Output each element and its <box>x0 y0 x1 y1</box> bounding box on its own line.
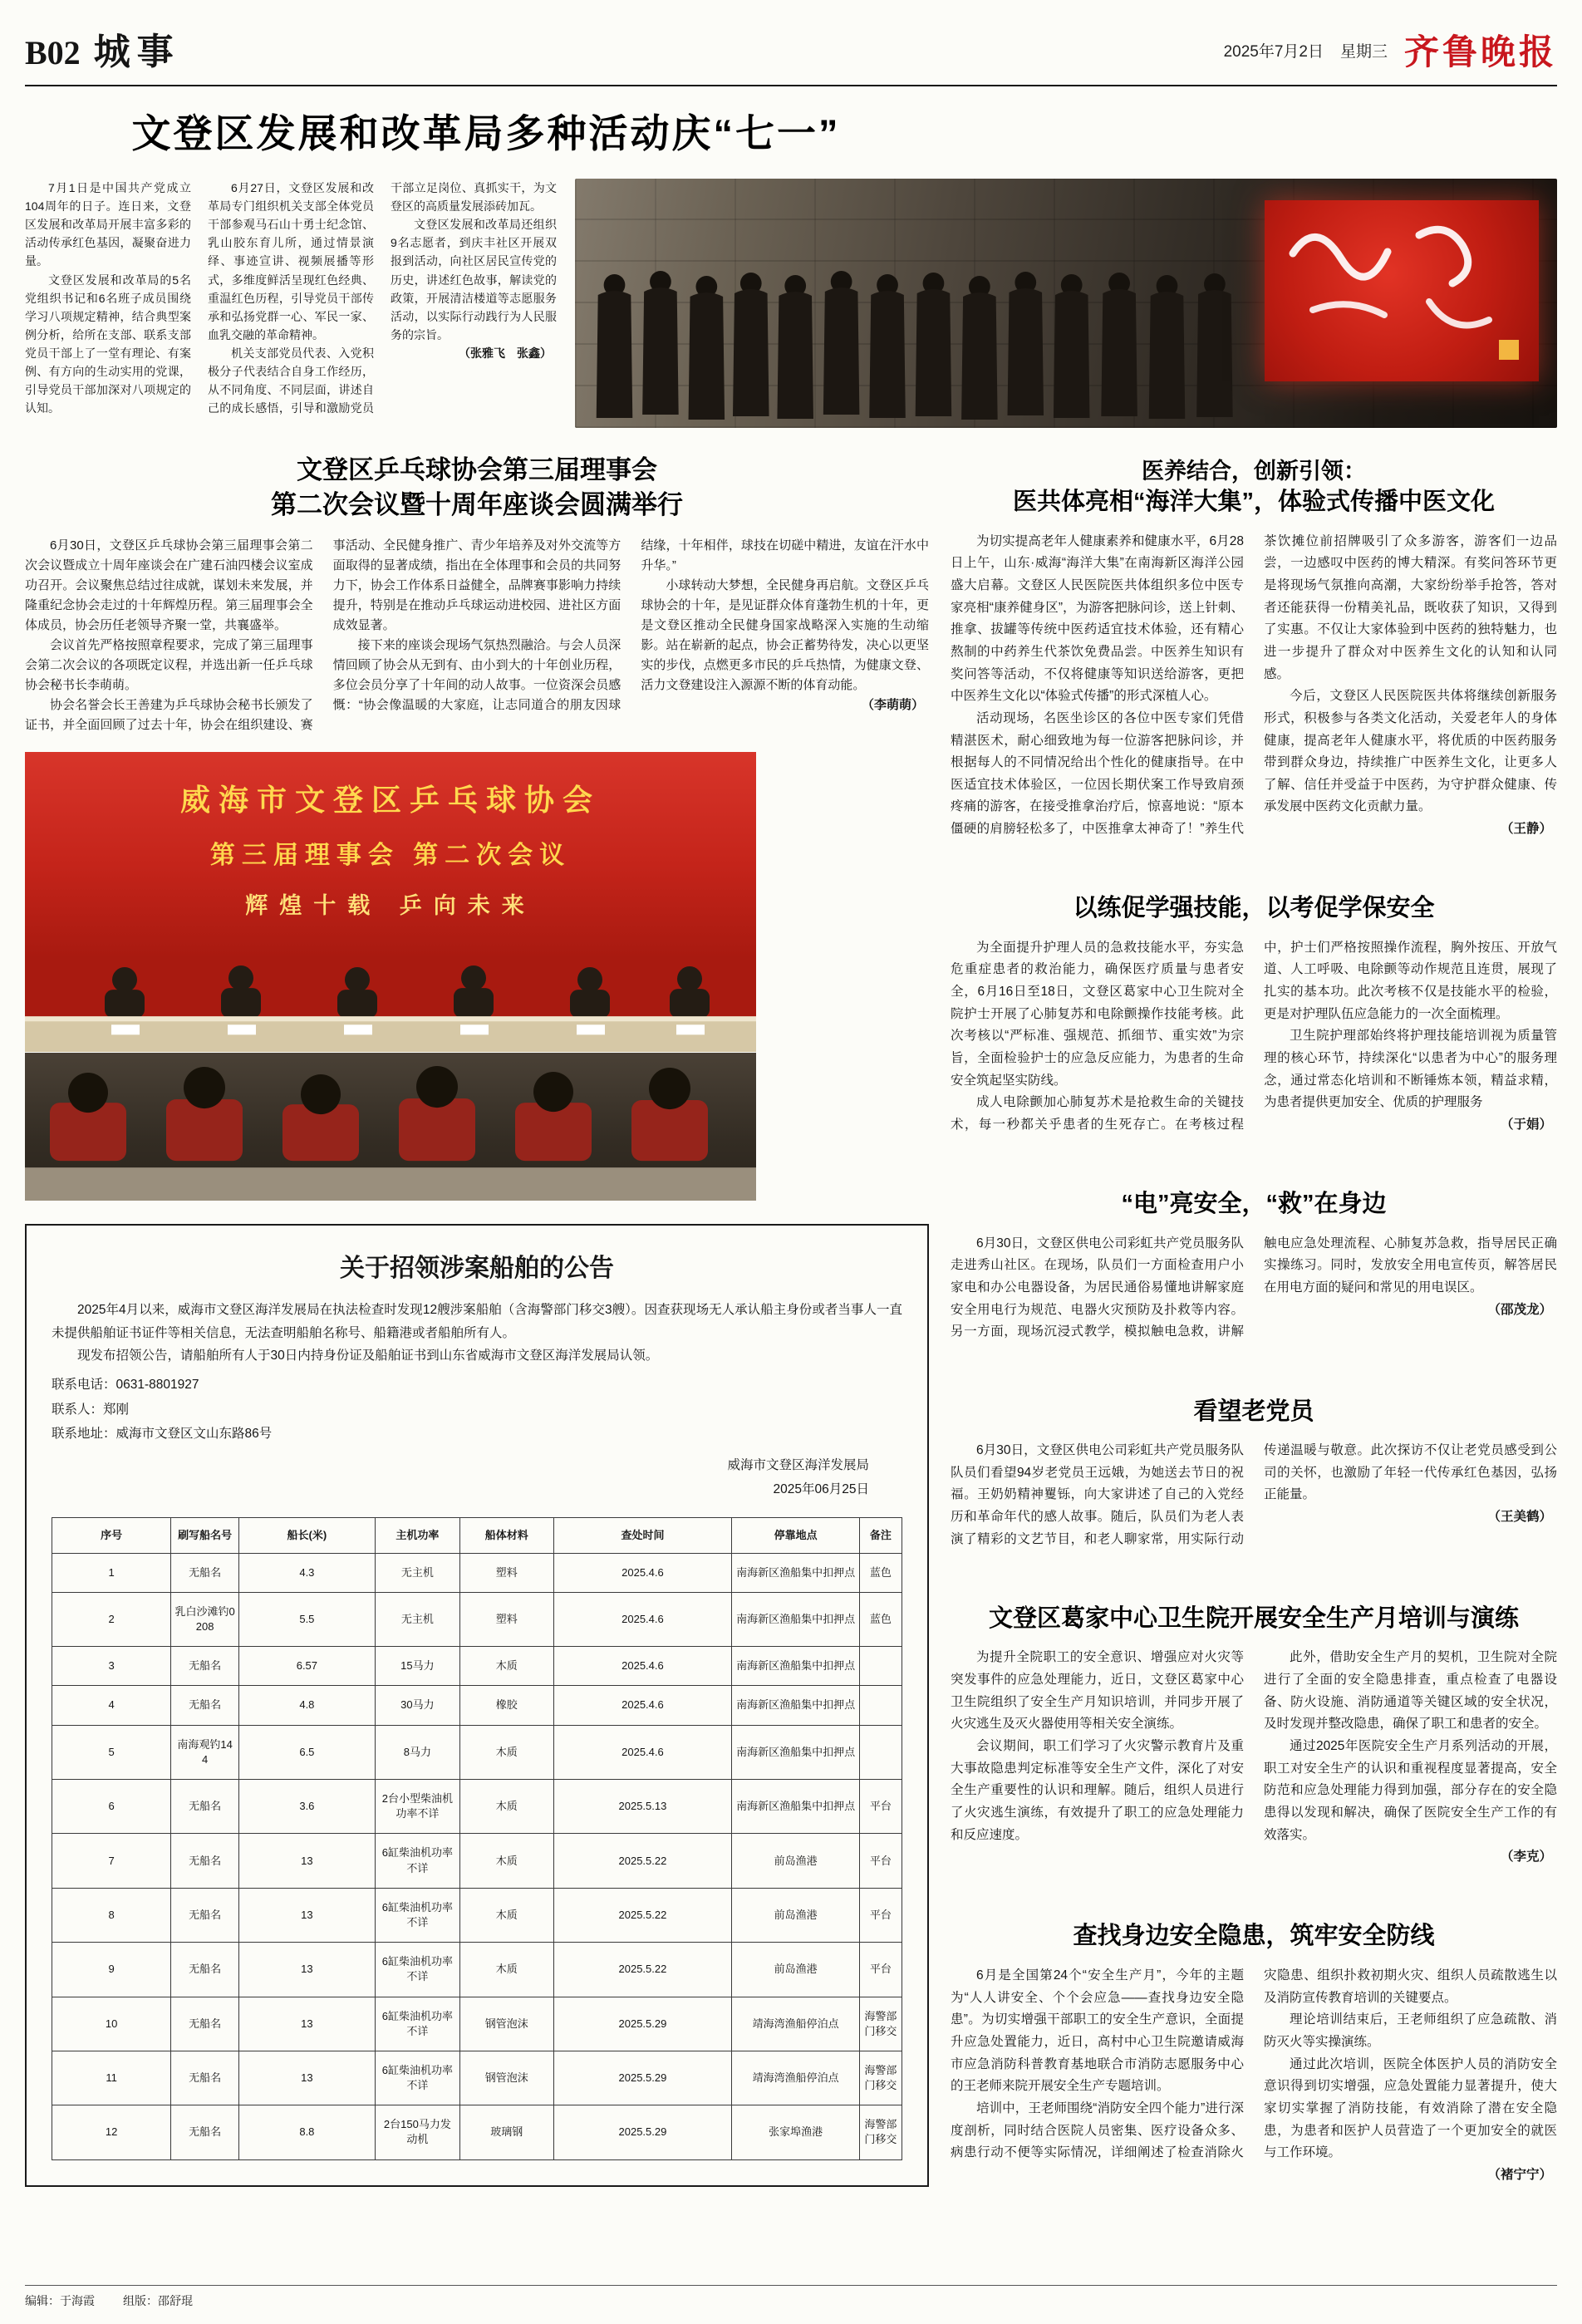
tt-headline-line1: 文登区乒乓球协会第三届理事会 <box>297 455 657 484</box>
table-header-cell: 刷写船名号 <box>171 1517 239 1553</box>
paragraph: 通过2025年医院安全生产月系列活动的开展，职工对安全生产的认识和重视程度显著提高，安全防范和应急处理能力得到加强，部分存在的安全隐患得以发现和解决，确保了医院安全生产工作的有效落实。 <box>1264 1739 1557 1842</box>
cell-location: 南海新区渔船集中扣押点 <box>732 1647 859 1686</box>
cell-boat-name: 无船名 <box>171 2105 239 2159</box>
table-header-cell: 船长(米) <box>239 1517 376 1553</box>
paragraph: 6月27日，文登区发展和改革局专门组织机关支部全体党员干部参观马石山十勇士纪念馆、乳山胶东育儿所，通过情景演绎、事迹宣讲、视频展播等形式，多维度鲜活呈现红色经典、重温红色历程，引导党员干部传承和弘扬党群一心、军民一家、血乳交融的革命精神。 <box>208 181 374 341</box>
cell-remark: 平台 <box>859 1943 902 1997</box>
cell-engine: 无主机 <box>375 1553 459 1592</box>
cell-material: 木质 <box>460 1780 554 1834</box>
cell-engine: 6缸柴油机功率不详 <box>375 1888 459 1942</box>
cell-remark <box>859 1686 902 1725</box>
section-title: 城事 <box>93 32 180 72</box>
table-row <box>52 1834 902 1888</box>
cell-remark: 海警部门移交 <box>859 2105 902 2159</box>
article-nurse-assessment <box>951 892 1557 1137</box>
table-header-cell: 序号 <box>52 1517 171 1553</box>
cell-date: 2025.5.22 <box>553 1888 732 1942</box>
cell-seq: 7 <box>52 1834 171 1888</box>
safety-month-byline: （李克） <box>1500 1850 1552 1865</box>
paragraph: 此外，借助安全生产月的契机，卫生院对全院进行了全面的安全隐患排查，重点检查了电器设备、防火设施、消防通道等关键区域的安全状况，及时发现并整改隐患，确保了职工和患者的安全。 <box>1264 1650 1557 1732</box>
cell-material: 橡胶 <box>460 1686 554 1725</box>
cell-engine: 6缸柴油机功率不详 <box>375 1834 459 1888</box>
seated-panel-silhouettes <box>25 958 756 1052</box>
electric-byline: （邵茂龙） <box>1487 1302 1552 1317</box>
cell-seq: 2 <box>52 1592 171 1646</box>
nurse-headline: 以练促学强技能，以考促学保安全 <box>1073 895 1435 922</box>
tt-body <box>25 536 929 735</box>
cell-seq: 12 <box>52 2105 171 2159</box>
paragraph: 会议首先严格按照章程要求，完成了第三届理事会第二次会议的各项既定议程，并选出新一任乒乓球协会秘书长李萌萌。 <box>25 637 313 692</box>
cell-boat-name: 无船名 <box>171 1888 239 1942</box>
cell-date: 2025.4.6 <box>553 1725 732 1779</box>
top-story-row <box>25 179 1557 428</box>
notice-issuer: 威海市文登区海洋发展局 <box>727 1457 869 1472</box>
cell-material: 木质 <box>460 1943 554 1997</box>
cell-length: 6.5 <box>239 1725 376 1779</box>
table-row <box>52 1592 902 1646</box>
paragraph: 6月是全国第24个“安全生产月”，今年的主题为“人人讲安全、个个会应急——查找身边安全隐患”。为切实增强干部职工的安全生产意识，全面提升应急处置能力，近日，高村中心卫生院邀请威海市应急消防科普教育基地联合市消防志愿服务中心的王老师来院开展安全生产专题培训。 <box>951 1968 1244 2094</box>
cell-material: 钢管泡沫 <box>460 1997 554 2051</box>
notice-contacts <box>52 1373 902 1446</box>
cell-material: 木质 <box>460 1647 554 1686</box>
tcm-byline: （王静） <box>1500 822 1552 837</box>
article-visit-party-member <box>951 1395 1557 1551</box>
cell-engine: 6缸柴油机功率不详 <box>375 1997 459 2051</box>
cell-material: 木质 <box>460 1834 554 1888</box>
cell-seq: 11 <box>52 2051 171 2105</box>
cell-material: 木质 <box>460 1725 554 1779</box>
banner-text-line2: 第三届理事会 第二次会议 <box>209 841 572 869</box>
cell-date: 2025.5.22 <box>553 1943 732 1997</box>
audience-silhouettes <box>25 1053 756 1201</box>
cell-engine: 8马力 <box>375 1725 459 1779</box>
top-story-photo <box>575 179 1557 428</box>
cell-date: 2025.5.13 <box>553 1780 732 1834</box>
cell-boat-name: 乳白沙滩钓0208 <box>171 1592 239 1646</box>
article-tcm-market <box>951 453 1557 841</box>
cell-boat-name: 无船名 <box>171 1780 239 1834</box>
cell-date: 2025.4.6 <box>553 1686 732 1725</box>
paragraph: 文登区发展和改革局还组织9名志愿者，到庆丰社区开展双报到活动，向社区居民宣传党的历史，讲述红色故事，解读党的政策，开展清洁楼道等志愿服务活动，以实际行动践行为人民服务的宗旨。 <box>391 218 557 341</box>
paragraph: 文登区发展和改革局的5名党组织书记和6名班子成员围绕学习八项规定精神，结合典型案例分析，给所在支部、联系支部党员干部上了一堂有理论、有案例、有方向的生动实用的党课，引导党员干部加深对八项规定的认知。 <box>25 273 191 415</box>
main-content-row <box>25 453 1557 2187</box>
paragraph: 为全面提升护理人员的急救技能水平，夯实急危重症患者的救治能力，确保医疗质量与患者安全，6月16日至18日，文登区葛家中心卫生院对全院护士开展了心肺复苏和电除颤操作技能考核。此次考核以“严标准、强规范、抓细节、重实效”为宗旨，全面检验护士的应急反应能力，为患者的生命安全筑起坚实防线。 <box>951 940 1244 1088</box>
paragraph: 卫生院护理部始终将护理技能培训视为质量管理的核心环节，持续深化“以患者为中心”的服务理念，通过常态化培训和不断锤炼本领，精益求精，为患者提供更加安全、优质的护理服务 <box>1264 1029 1557 1110</box>
cell-remark: 蓝色 <box>859 1553 902 1592</box>
seized-boats-table <box>52 1517 902 2160</box>
table-header-cell: 备注 <box>859 1517 902 1553</box>
cell-remark: 海警部门移交 <box>859 1997 902 2051</box>
table-row <box>52 1553 902 1592</box>
cell-engine: 30马力 <box>375 1686 459 1725</box>
top-story-body <box>25 179 557 428</box>
cell-remark <box>859 1647 902 1686</box>
cell-location: 南海新区渔船集中扣押点 <box>732 1592 859 1646</box>
cell-material: 塑料 <box>460 1553 554 1592</box>
cell-seq: 8 <box>52 1888 171 1942</box>
cell-location: 南海新区渔船集中扣押点 <box>732 1553 859 1592</box>
cell-boat-name: 无船名 <box>171 2051 239 2105</box>
table-row <box>52 2051 902 2105</box>
footer-editor: 编辑：于海霞 <box>25 2294 95 2307</box>
hazards-byline: （褚宁宁） <box>1487 2167 1552 2182</box>
paragraph: 接下来的座谈会现场气氛热烈融洽。与会人员深情回顾了协会从无到有、由小到大的十年创业历程，多位会员分享了十年间的动人故事。一位资深会员感慨：“协会像温暖的大家庭，让志同道合的朋友因球结缘，十年相伴，球技在切磋中精进，友谊在汗水中升华。” <box>332 538 929 712</box>
paragraph: 6月30日，文登区供电公司彩虹共产党员服务队走进秀山社区。在现场，队员们一方面检查用户小家电和办公电器设备，为居民通俗易懂地讲解家庭安全用电行为规范、电器火灾预防及扑救等内容。另一方面，现场沉浸式教学，模拟触电急救，讲解触电应急处理流程、心肺复苏急救，指导居民正确实操练习。同时，发放安全用电宣传页，解答居民在用电方面的疑问和常见的用电误区。 <box>951 1236 1557 1339</box>
masthead-right <box>1224 25 1557 75</box>
safety-month-body <box>951 1647 1557 1869</box>
paragraph: 今后，文登区人民医院医共体将继续创新服务形式，积极参与各类文化活动，关爱老年人的身体健康，提高老年人健康水平，将优质的中医药服务带到群众身边，持续推广中医养生文化，让更多人了解、信任并受益于中医药，为守护群众健康、传承发展中医药文化贡献力量。 <box>1264 689 1557 814</box>
tt-headline-line2: 第二次会议暨十周年座谈会圆满举行 <box>271 489 683 519</box>
cell-length: 13 <box>239 1834 376 1888</box>
masthead-divider <box>25 85 1557 86</box>
cell-boat-name: 无船名 <box>171 1943 239 1997</box>
cell-engine: 2台小型柴油机功率不详 <box>375 1780 459 1834</box>
table-row <box>52 1888 902 1942</box>
table-row <box>52 1780 902 1834</box>
page-footer <box>25 2285 1557 2309</box>
cell-engine: 6缸柴油机功率不详 <box>375 1943 459 1997</box>
banner-text-line3: 辉煌十载 乒向未来 <box>245 892 536 918</box>
cell-seq: 9 <box>52 1943 171 1997</box>
people-silhouettes <box>575 233 1282 428</box>
hazards-body <box>951 1965 1557 2187</box>
cell-seq: 1 <box>52 1553 171 1592</box>
tt-meeting-photo <box>25 752 756 1201</box>
cell-remark: 蓝色 <box>859 1592 902 1646</box>
paragraph: 7月1日是中国共产党成立104周年的日子。连日来，文登区发展和改革局开展丰富多彩的活动传承红色基因，凝聚奋进力量。 <box>25 181 191 268</box>
paragraph: 培训中，王老师围绕“消防安全四个能力”进行深度剖析，同时结合医院人员密集、医疗设备众多、病患行动不便等实际情况，详细阐述了检查消除火灾隐患、组织扑救初期火灾、组织人员疏散逃生以及消防宣传教育培训的关键要点。 <box>951 1968 1557 2160</box>
notice-issue-date: 2025年06月25日 <box>773 1482 869 1497</box>
cell-seq: 10 <box>52 1997 171 2051</box>
paragraph: 成人电除颤加心肺复苏术是抢救生命的关键技术，每一秒都关乎患者的生死存亡。在考核过程中，护士们严格按照操作流程，胸外按压、开放气道、人工呼吸、电除颤等动作规范且连贯，展现了扎实的基本功。此次考核不仅是技能水平的检验，更是对护理队伍应急能力的一次全面梳理。 <box>951 940 1557 1133</box>
paragraph: 活动现场，名医坐诊区的各位中医专家们凭借精湛医术，耐心细致地为每一位游客把脉问诊，并根据每人的不同情况给出个性化的健康指导。在中医适宜技术体验区，一位因长期伏案工作导致肩颈疼痛的游客，在接受推拿治疗后，惊喜地说：“原本僵硬的肩膀轻松多了，中医推拿太神奇了！”养生代茶饮摊位前招牌吸引了众多游客，游客们一边品尝，一边感叹中医药的博大精深。有奖问答环节更是将现场气氛推向高潮，大家纷纷举手抢答，答对者还能获得一份精美礼品，既收获了知识，又得到了实惠。不仅让大家体验到中医药的独特魅力，也进一步提升了群众对中医养生文化的认知和认同感。 <box>951 533 1557 837</box>
red-stage-backdrop <box>25 752 756 958</box>
electric-headline: “电”亮安全，“救”在身边 <box>1121 1191 1387 1218</box>
audience-zone <box>25 1053 756 1201</box>
top-story-headline: 文登区发展和改革局多种活动庆“七一” <box>131 111 841 155</box>
cell-boat-name: 无船名 <box>171 1686 239 1725</box>
cell-location: 前岛渔港 <box>732 1888 859 1942</box>
cell-location: 南海新区渔船集中扣押点 <box>732 1780 859 1834</box>
cell-engine: 无主机 <box>375 1592 459 1646</box>
cell-material: 钢管泡沫 <box>460 2051 554 2105</box>
article-hidden-hazards <box>951 1919 1557 2186</box>
cell-remark: 平台 <box>859 1780 902 1834</box>
cell-boat-name: 无船名 <box>171 1997 239 2051</box>
tcm-headline-kicker: 医养结合，创新引领： <box>1142 459 1366 484</box>
cell-length: 4.8 <box>239 1686 376 1725</box>
cell-remark <box>859 1725 902 1779</box>
cell-location: 南海新区渔船集中扣押点 <box>732 1686 859 1725</box>
cell-length: 13 <box>239 1943 376 1997</box>
table-body <box>52 1553 902 2159</box>
cell-length: 13 <box>239 2051 376 2105</box>
red-led-screen <box>1265 200 1539 381</box>
notice-box <box>25 1224 929 2187</box>
paragraph: 理论培训结束后，王老师组织了应急疏散、消防灭火等实操演练。 <box>1264 2012 1557 2050</box>
paragraph: 现发布招领公告，请船舶所有人于30日内持身份证及船舶证书到山东省威海市文登区海洋发展局认领。 <box>77 1349 659 1363</box>
cell-location: 南海新区渔船集中扣押点 <box>732 1725 859 1779</box>
table-header-cell: 船体材料 <box>460 1517 554 1553</box>
visit-body <box>951 1440 1557 1550</box>
cell-date: 2025.5.29 <box>553 1997 732 2051</box>
cell-engine: 2台150马力发动机 <box>375 2105 459 2159</box>
article-electric-safety <box>951 1187 1557 1344</box>
banner-text-line1: 威海市文登区乒乓球协会 <box>179 782 601 817</box>
table-row <box>52 2105 902 2159</box>
cell-location: 张家埠渔港 <box>732 2105 859 2159</box>
cell-location: 前岛渔港 <box>732 1943 859 1997</box>
safety-month-headline: 文登区葛家中心卫生院开展安全生产月培训与演练 <box>988 1604 1519 1632</box>
paragraph: 通过此次培训，医院全体医护人员的消防安全意识得到切实增强，应急处置能力显著提升，使大家切实掌握了消防技能，有效消除了潜在安全隐患，为患者和医护人员营造了一个更加安全的就医与工作环境。 <box>1264 2056 1557 2160</box>
head-table-zone <box>25 958 756 1052</box>
cell-length: 4.3 <box>239 1553 376 1592</box>
right-column <box>951 453 1557 2187</box>
cell-material: 玻璃钢 <box>460 2105 554 2159</box>
paragraph: 为提升全院职工的安全意识、增强应对火灾等突发事件的应急处理能力，近日，文登区葛家中心卫生院组织了安全生产月知识培训，并同步开展了火灾逃生及灭火器使用等相关安全演练。 <box>951 1650 1244 1732</box>
paragraph: 6月30日，文登区乒乓球协会第三届理事会第二次会议暨成立十周年座谈会在广建石油四楼会议室成功召开。会议聚焦总结过往成就，谋划未来发展，并隆重纪念协会走过的十年辉煌历程。第三届理事会全体成员，协会历任老领导齐聚一堂，共襄盛举。 <box>25 538 313 632</box>
page-number: B02 <box>25 34 81 71</box>
cell-length: 13 <box>239 1997 376 2051</box>
table-row <box>52 1725 902 1779</box>
paragraph: 协会名誉会长王善建为乒乓球协会秘书长颁发了证书，并全面回顾了过去十年，协会在组织建设、赛事活动、全民健身推广、青少年培养及对外交流等方面取得的显著成绩，指出在全体理事和会员的共同努力下，协会工作体系日益健全，品牌赛事影响力持续提升，特别是在推动乒乓球运动进校园、进社区方面成效显著。 <box>25 538 622 732</box>
table-header-cell: 停靠地点 <box>732 1517 859 1553</box>
cell-length: 5.5 <box>239 1592 376 1646</box>
masthead <box>25 22 1557 85</box>
paragraph: 为切实提高老年人健康素养和健康水平，6月28日上午，山东·威海“海洋大集”在南海新区海洋公园盛大启幕。文登区人民医院医共体组织多位中医专家亮相“康养健身区”，为游客把脉问诊，送上针刺、推拿、拔罐等传统中医药适宜技术体验，还有精心熬制的中药养生代茶饮免费品尝。中医养生知识有奖问答等活动，不仅将健康等知识送给游客，更把中医养生文化以“体验式传播”的形式深植人心。 <box>951 533 1244 704</box>
article-top-story <box>25 103 1557 428</box>
cell-date: 2025.5.22 <box>553 1834 732 1888</box>
nurse-byline: （于娟） <box>1500 1118 1552 1133</box>
cell-date: 2025.4.6 <box>553 1592 732 1646</box>
table-header-row <box>52 1517 902 1553</box>
notice-signature <box>52 1453 902 1502</box>
tt-byline: （李萌萌） <box>861 697 924 712</box>
paragraph: 会议期间，职工们学习了火灾警示教育片及重大事故隐患判定标准等安全生产文件，深化了对安全生产重要性的认识和理解。随后，组织人员进行了火灾逃生演练，有效提升了职工的应急处理能力和反应速度。 <box>951 1739 1244 1842</box>
contact-phone: 联系电话：0631-8801927 <box>52 1378 199 1393</box>
cell-date: 2025.5.29 <box>553 2051 732 2105</box>
cell-material: 塑料 <box>460 1592 554 1646</box>
top-story-byline: （张雅飞 张鑫） <box>459 346 552 360</box>
cell-remark: 平台 <box>859 1834 902 1888</box>
table-row <box>52 1686 902 1725</box>
masthead-left <box>25 22 180 75</box>
cell-remark: 海警部门移交 <box>859 2051 902 2105</box>
cell-location: 靖海湾渔船停泊点 <box>732 1997 859 2051</box>
table-row <box>52 1997 902 2051</box>
cell-date: 2025.4.6 <box>553 1647 732 1686</box>
cell-boat-name: 无船名 <box>171 1553 239 1592</box>
cell-engine: 6缸柴油机功率不详 <box>375 2051 459 2105</box>
paragraph: 6月30日，文登区供电公司彩虹共产党员服务队队员们看望94岁老党员王远娥，为她送去节日的祝福。王奶奶精神矍铄，向大家讲述了自己的入党经历和革命年代的感人故事。随后，队员们为老人表演了精彩的文艺节目，和老人聊家常，用实际行动传递温暖与敬意。此次探访不仅让老党员感受到公司的关怀，也激励了年轻一代传承红色基因，弘扬正能量。 <box>951 1443 1557 1546</box>
cell-length: 6.57 <box>239 1647 376 1686</box>
contact-person: 联系人：郑刚 <box>52 1402 130 1417</box>
notice-title: 关于招领涉案船舶的公告 <box>340 1254 614 1282</box>
cell-seq: 4 <box>52 1686 171 1725</box>
table-header-cell: 查处时间 <box>553 1517 732 1553</box>
cell-location: 前岛渔港 <box>732 1834 859 1888</box>
cell-length: 8.8 <box>239 2105 376 2159</box>
article-table-tennis <box>25 453 929 1201</box>
cell-material: 木质 <box>460 1888 554 1942</box>
cell-location: 靖海湾渔船停泊点 <box>732 2051 859 2105</box>
cell-seq: 5 <box>52 1725 171 1779</box>
calligraphy-strokes <box>1265 200 1539 381</box>
hazards-headline: 查找身边安全隐患，筑牢安全防线 <box>1073 1923 1435 1950</box>
cell-length: 3.6 <box>239 1780 376 1834</box>
notice-body <box>52 1299 902 1368</box>
paragraph: 小球转动大梦想，全民健身再启航。文登区乒乓球协会的十年，是见证群众体育蓬勃生机的十年，更是文登区推动全民健身国家战略深入实施的生动缩影。站在崭新的起点，协会正蓄势待发，决心以更坚实的步伐，点燃更多市民的乒乓热情，为健康文登、活力文登建设注入源源不断的体育动能。 <box>641 577 929 692</box>
cell-remark: 平台 <box>859 1888 902 1942</box>
cell-boat-name: 南海观钓144 <box>171 1725 239 1779</box>
paragraph: 机关支部党员代表、入党积极分子代表结合自身工作经历，从不同角度、不同层面，讲述自己的成长感悟，引导和激励党员干部立足岗位、真抓实干，为文登区的高质量发展添砖加瓦。 <box>208 181 557 415</box>
publication-weekday: 星期三 <box>1339 42 1388 61</box>
paper-name-logo: 齐鲁晚报 <box>1403 34 1557 72</box>
publication-date: 2025年7月2日 <box>1223 42 1324 61</box>
nurse-body <box>951 937 1557 1137</box>
contact-address: 联系地址：威海市文登区文山东路86号 <box>52 1427 273 1442</box>
footer-layout: 组版：邵舒琨 <box>123 2294 193 2307</box>
article-safety-month-training <box>951 1602 1557 1869</box>
cell-date: 2025.5.29 <box>553 2105 732 2159</box>
cell-boat-name: 无船名 <box>171 1647 239 1686</box>
table-header-cell: 主机功率 <box>375 1517 459 1553</box>
paragraph: 2025年4月以来，威海市文登区海洋发展局在执法检查时发现12艘涉案船舶（含海警部门移交3艘）。因查获现场无人承认船主身份或者当事人一直未提供船舶证书证件等相关信息，无法查明船舶名称号、船籍港或者船舶所有人。 <box>52 1302 902 1340</box>
table-row <box>52 1943 902 1997</box>
visit-byline: （王美鹤） <box>1487 1510 1552 1525</box>
tcm-headline: 医共体亮相“海洋大集”，体验式传播中医文化 <box>1012 489 1495 515</box>
table-row <box>52 1647 902 1686</box>
cell-seq: 6 <box>52 1780 171 1834</box>
electric-body <box>951 1233 1557 1344</box>
tcm-body <box>951 531 1557 841</box>
cell-date: 2025.4.6 <box>553 1553 732 1592</box>
cell-seq: 3 <box>52 1647 171 1686</box>
cell-engine: 15马力 <box>375 1647 459 1686</box>
cell-length: 13 <box>239 1888 376 1942</box>
visit-headline: 看望老党员 <box>1193 1398 1314 1425</box>
cell-boat-name: 无船名 <box>171 1834 239 1888</box>
left-column <box>25 453 929 2187</box>
